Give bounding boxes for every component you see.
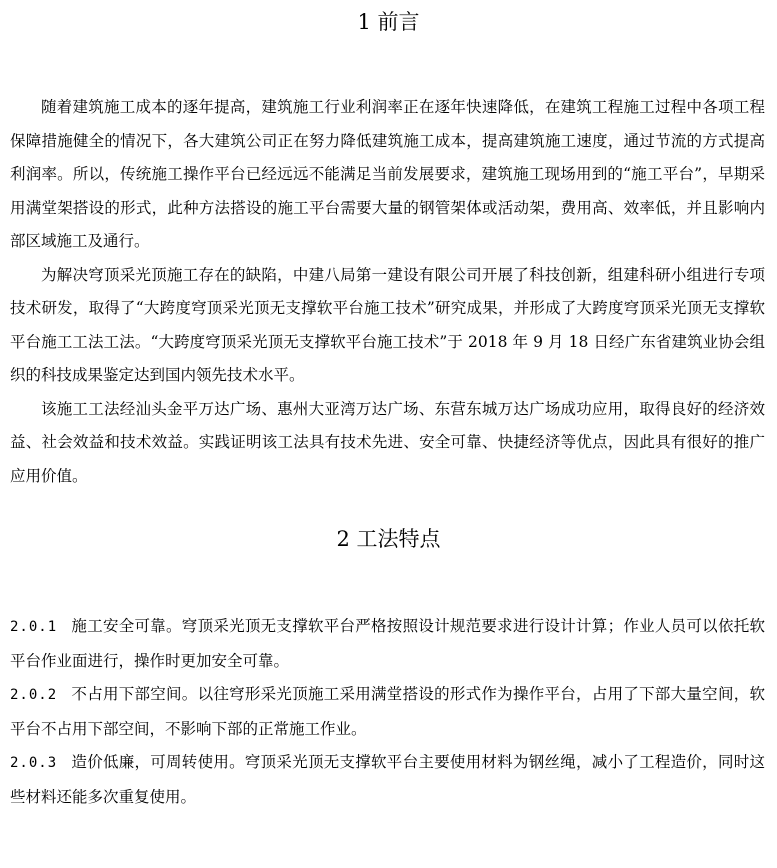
clause-number: 2.0.2 — [10, 687, 58, 703]
clause-text: 不占用下部空间。以往穹形采光顶施工采用满堂搭设的形式作为操作平台，占用了下部大量空间，软平台不占用下部空间，不影响下部的正常施工作业。 — [10, 685, 765, 738]
preface-paragraph: 随着建筑施工成本的逐年提高，建筑施工行业利润率正在逐年快速降低，在建筑工程施工过程中各项工程保障措施健全的情况下，各大建筑公司正在努力降低建筑施工成本，提高建筑施工速度，通过节流的方式提高利润率。所以，传统施工操作平台已经远远不能满足当前发展要求，建筑施工现场用到的“施工平台”，早期采用满堂架搭设的形式，此种方法搭设的施工平台需要大量的钢管架体或活动架，费用高、效率低，并且影响内部区域施工及通行。 — [10, 98, 765, 250]
section-title-preface: 1 前言 — [357, 10, 420, 34]
preface-paragraph: 该施工工法经汕头金平万达广场、惠州大亚湾万达广场、东营东城万达广场成功应用，取得良好的经济效益、社会效益和技术效益。实践证明该工法具有技术先进、安全可靠、快捷经济等优点，因此具有很好的推广应用价值。 — [10, 399, 765, 485]
clause-number: 2.0.3 — [10, 755, 58, 771]
feature-clause — [10, 678, 765, 746]
section-title-features: 2 工法特点 — [336, 527, 441, 551]
clause-text: 施工安全可靠。穹顶采光顶无支撑软平台严格按照设计规范要求进行设计计算；作业人员可以依托软平台作业面进行，操作时更加安全可靠。 — [10, 617, 765, 670]
clause-text: 造价低廉，可周转使用。穹顶采光顶无支撑软平台主要使用材料为钢丝绳，减小了工程造价，同时这些材料还能多次重复使用。 — [10, 753, 765, 806]
preface-paragraph: 为解决穹顶采光顶施工存在的缺陷，中建八局第一建设有限公司开展了科技创新，组建科研小组进行专项技术研发，取得了“大跨度穹顶采光顶无支撑软平台施工技术”研究成果，并形成了大跨度穹顶采光顶无支撑软平台施工工法工法。“大跨度穹顶采光顶无支撑软平台施工技术”于 2018 年 9 月 18 日经广东省建筑业协会组织的科技成果鉴定达到国内领先技术水平。 — [10, 265, 765, 384]
feature-clause — [10, 610, 765, 678]
preface-body — [10, 91, 765, 493]
feature-clause — [10, 746, 765, 814]
features-body — [10, 610, 765, 814]
clause-number: 2.0.1 — [10, 619, 58, 635]
